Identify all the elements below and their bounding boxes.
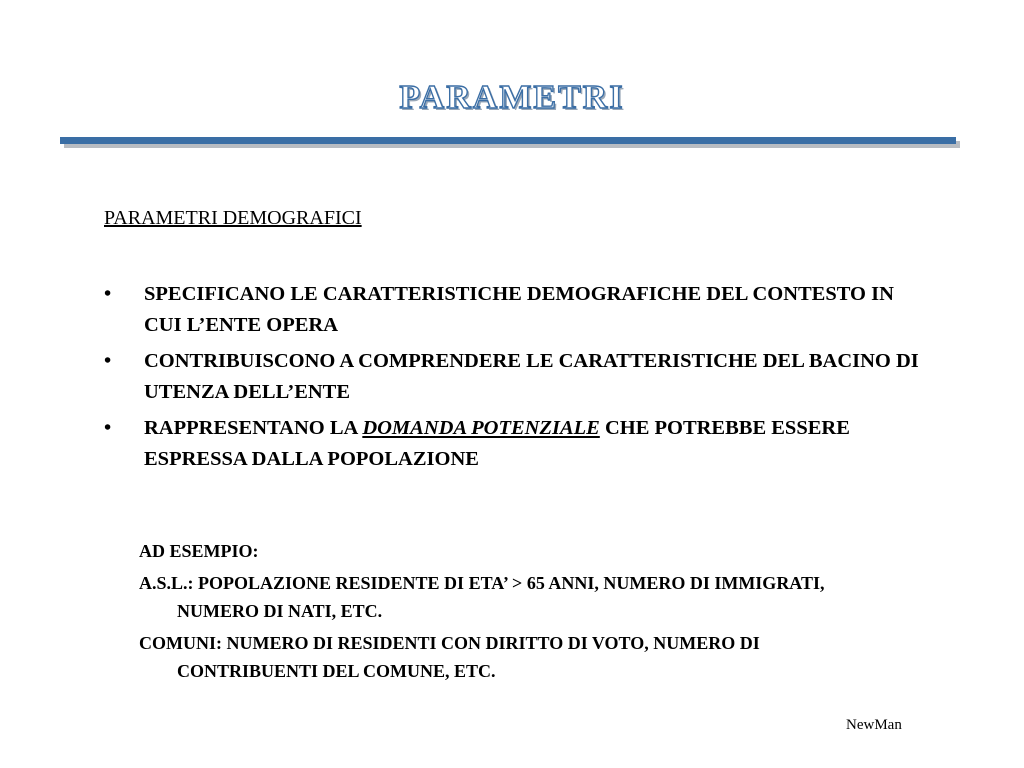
example-item: A.S.L.: POPOLAZIONE RESIDENTE DI ETA’ > 65 ANNI, NUMERO DI IMMIGRATI, NUMERO DI NATI, ETC.	[139, 573, 825, 621]
bullet-text-before: RAPPRESENTANO LA	[144, 417, 363, 439]
bullet-item	[104, 413, 934, 475]
bullet-icon: •	[104, 350, 112, 372]
examples-heading: AD ESEMPIO:	[139, 541, 259, 561]
emphasized-term: DOMANDA POTENZIALE	[362, 417, 600, 439]
slide-title: PARAMETRI	[399, 79, 625, 116]
section-heading: PARAMETRI DEMOGRAFICI	[104, 207, 362, 229]
examples-block	[139, 537, 899, 689]
bullet-text: SPECIFICANO LE CARATTERISTICHE DEMOGRAFICHE DEL CONTESTO IN CUI L’ENTE OPERA	[144, 283, 894, 336]
title-rule	[60, 137, 956, 144]
bullet-item	[104, 346, 934, 408]
bullet-icon: •	[104, 283, 112, 305]
bullet-icon: •	[104, 417, 112, 439]
example-item: COMUNI: NUMERO DI RESIDENTI CON DIRITTO DI VOTO, NUMERO DI CONTRIBUENTI DEL COMUNE, ETC.	[139, 633, 760, 681]
bullet-text: CONTRIBUISCONO A COMPRENDERE LE CARATTERISTICHE DEL BACINO DI UTENZA DELL’ENTE	[144, 350, 919, 403]
bullet-list	[104, 279, 934, 480]
footer-label: NewMan	[846, 717, 902, 733]
bullet-item	[104, 279, 934, 341]
bullet-text-after: CHE POTREBBE ESSERE ESPRESSA DALLA POPOLAZIONE	[144, 417, 850, 470]
